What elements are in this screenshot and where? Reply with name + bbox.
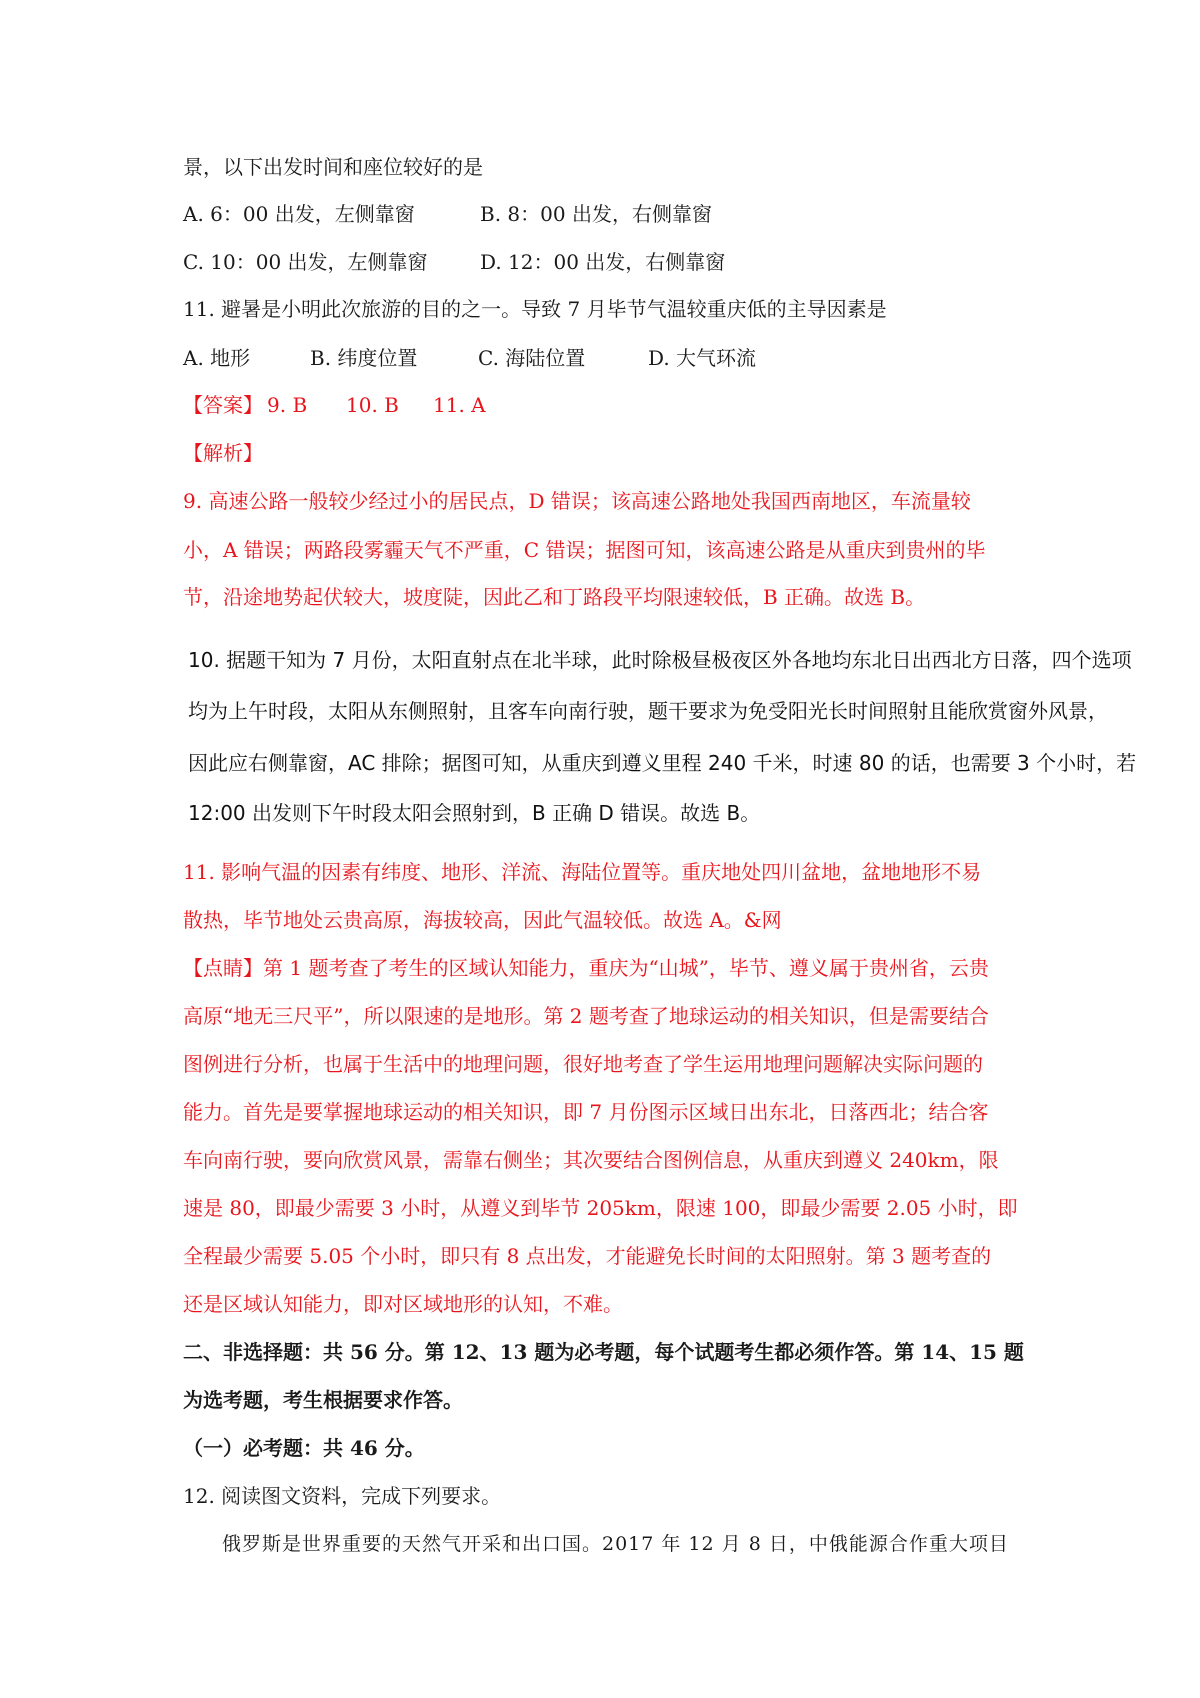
explain11-line-1: 11. 影响气温的因素有纬度、地形、洋流、海陆位置等。重庆地处四川盆地，盆地地形不易 — [183, 860, 982, 884]
comment-line-7: 全程最少需要 5.05 个小时，即只有 8 点出发，才能避免长时间的太阳照射。第 3 题考查的 — [183, 1244, 992, 1268]
explain10-line-1: 10. 据题干知为 7 月份，太阳直射点在北半球，此时除极昼极夜区外各地均东北日出西北方日落，四个选项 — [188, 648, 1132, 672]
comment-line-2: 高原“地无三尺平”，所以限速的是地形。第 2 题考查了地球运动的相关知识，但是需要结合 — [183, 1004, 989, 1028]
section2-line-1: 二、非选择题：共 56 分。第 12、13 题为必考题，每个试题考生都必须作答。第 14、15 题 — [183, 1340, 1024, 1364]
explain10-line-2: 均为上午时段，太阳从东侧照射，且客车向南行驶，题干要求为免受阳光长时间照射且能欣赏窗外风景， — [188, 699, 1108, 723]
explain11-line-2: 散热，毕节地处云贵高原，海拔较高，因此气温较低。故选 A。&网 — [183, 908, 782, 932]
section2-line-2: 为选考题，考生根据要求作答。 — [183, 1388, 463, 1412]
q11-option-a: A. 地形 — [183, 346, 251, 370]
comment-line-3: 图例进行分析，也属于生活中的地理问题，很好地考查了学生运用地理问题解决实际问题的 — [183, 1052, 983, 1076]
explain10-line-4: 12:00 出发则下午时段太阳会照射到，B 正确 D 错误。故选 B。 — [188, 801, 761, 825]
comment-line-6: 速是 80，即最少需要 3 小时，从遵义到毕节 205km，限速 100，即最少需要 2.05 小时，即 — [183, 1196, 1018, 1220]
q12-paragraph: 俄罗斯是世界重要的天然气开采和出口国。2017 年 12 月 8 日，中俄能源合作重大项目 — [222, 1533, 1009, 1555]
q10-option-a: A. 6：00 出发，左侧靠窗 — [183, 202, 415, 226]
comment-line-1 — [183, 954, 989, 982]
analysis-tag: 【解析】 — [183, 441, 263, 465]
comment-line-5: 车向南行驶，要向欣赏风景，需靠右侧坐；其次要结合图例信息，从重庆到遵义 240km，限 — [183, 1148, 999, 1172]
explain9-line-3: 节，沿途地势起伏较大，坡度陡，因此乙和丁路段平均限速较低，B 正确。故选 B。 — [183, 585, 926, 609]
explain9-line-1: 9. 高速公路一般较少经过小的居民点，D 错误；该高速公路地处我国西南地区，车流量较 — [183, 489, 971, 513]
comment-tag: 【点睛】 — [183, 956, 263, 980]
comment-text-1: 第 1 题考查了考生的区域认知能力，重庆为“山城”，毕节、遵义属于贵州省，云贵 — [263, 956, 989, 980]
answer-11: 11. A — [433, 393, 486, 417]
q12-stem: 12. 阅读图文资料，完成下列要求。 — [183, 1484, 502, 1508]
explain9-line-2: 小，A 错误；两路段雾霾天气不严重，C 错误；据图可知，该高速公路是从重庆到贵州的毕 — [183, 538, 986, 562]
q11-option-c: C. 海陆位置 — [478, 346, 586, 370]
comment-line-4: 能力。首先是要掌握地球运动的相关知识，即 7 月份图示区域日出东北，日落西北；结合客 — [183, 1100, 989, 1124]
q11-option-b: B. 纬度位置 — [310, 346, 418, 370]
comment-line-8: 还是区域认知能力，即对区域地形的认知，不难。 — [183, 1292, 623, 1316]
answer-10: 10. B — [346, 393, 399, 417]
answer-9: 9. B — [267, 393, 308, 417]
explain10-line-3: 因此应右侧靠窗，AC 排除；据图可知，从重庆到遵义里程 240 千米，时速 80 的话，也需要 3 个小时，若 — [188, 751, 1137, 775]
q10-option-b: B. 8：00 出发，右侧靠窗 — [480, 202, 712, 226]
q10-option-d: D. 12：00 出发，右侧靠窗 — [480, 250, 726, 274]
section2-sub: （一）必考题：共 46 分。 — [183, 1436, 425, 1460]
q11-option-d: D. 大气环流 — [648, 346, 757, 370]
answer-tag: 【答案】 — [183, 393, 263, 417]
q10-option-c: C. 10：00 出发，左侧靠窗 — [183, 250, 428, 274]
q10-stem-tail: 景，以下出发时间和座位较好的是 — [183, 155, 483, 179]
q11-stem: 11. 避暑是小明此次旅游的目的之一。导致 7 月毕节气温较重庆低的主导因素是 — [183, 297, 887, 321]
